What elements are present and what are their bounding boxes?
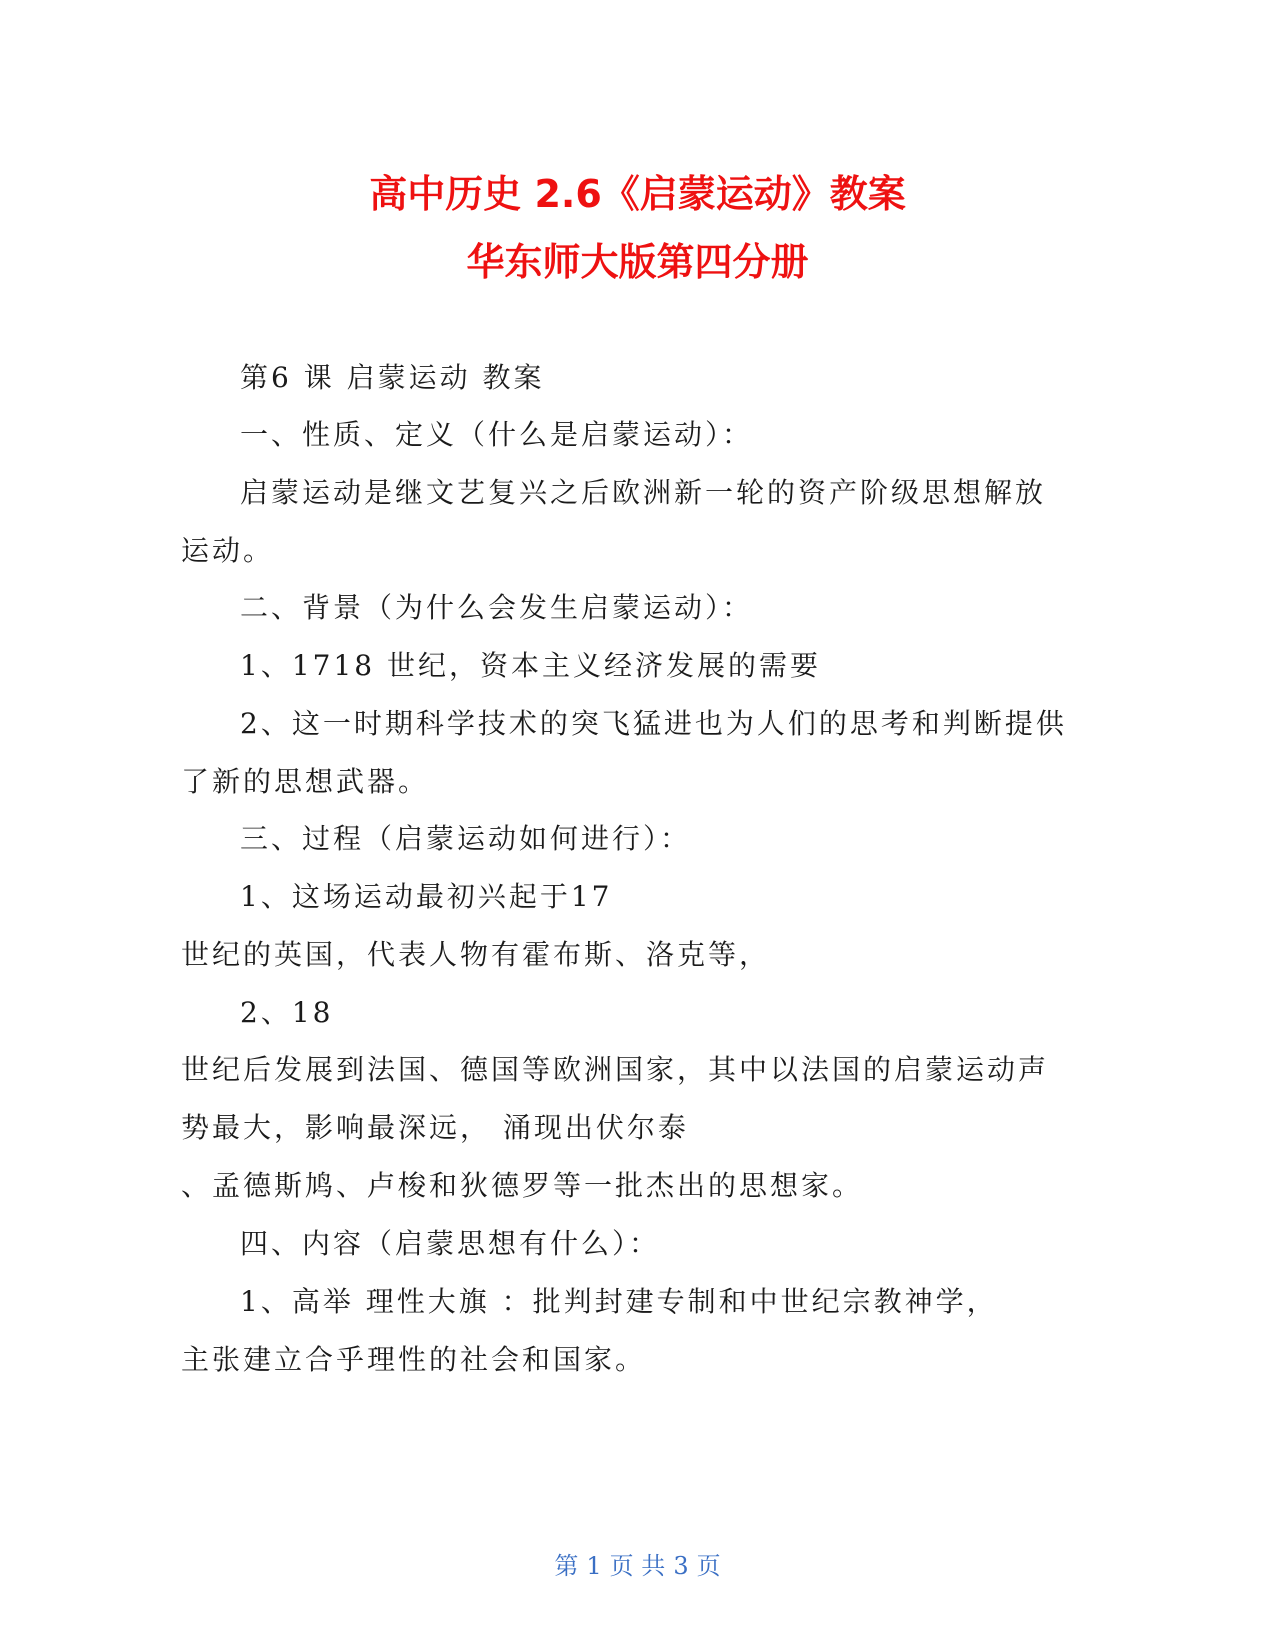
page-prefix: 第 (554, 1552, 579, 1580)
paragraph-line: 势最大，影响最深远， 涌现出伏尔泰 (181, 1111, 689, 1144)
page-number: 1 (586, 1552, 602, 1580)
list-item: 2、18 (240, 996, 334, 1029)
paragraph-line: 了新的思想武器。 (181, 765, 430, 798)
page-suffix: 页 (696, 1552, 721, 1580)
page-mid: 页 共 (609, 1552, 666, 1580)
list-item: 1、这场运动最初兴起于17 (240, 880, 613, 913)
list-item: 1、高举 理性大旗 ：批判封建专制和中世纪宗教神学， (240, 1285, 998, 1318)
paragraph-line: 世纪的英国，代表人物有霍布斯、洛克等， (181, 938, 771, 971)
lesson-heading: 第6 课 启蒙运动 教案 (240, 361, 545, 394)
section-heading-3: 三、过程（启蒙运动如何进行）： (240, 822, 692, 855)
paragraph-line: 启蒙运动是继文艺复兴之后欧洲新一轮的资产阶级思想解放 (240, 476, 1047, 509)
paragraph-line: 运动。 (181, 534, 275, 567)
document-subtitle: 华东师大版第四分册 (466, 240, 809, 284)
page-footer (0, 1546, 1275, 1581)
list-item: 1、1718 世纪，资本主义经济发展的需要 (240, 649, 821, 682)
section-heading-4: 四、内容（启蒙思想有什么）： (240, 1227, 661, 1260)
document-title: 高中历史 2.6《启蒙运动》教案 (369, 172, 906, 216)
section-heading-1: 一、性质、定义（什么是启蒙运动）： (240, 418, 754, 451)
paragraph-line: 、孟德斯鸠、卢梭和狄德罗等一批杰出的思想家。 (181, 1169, 864, 1202)
list-item: 2、这一时期科学技术的突飞猛进也为人们的思考和判断提供 (240, 707, 1067, 740)
page-total: 3 (673, 1552, 689, 1580)
section-heading-2: 二、背景（为什么会发生启蒙运动）： (240, 591, 754, 624)
paragraph-line: 世纪后发展到法国、德国等欧洲国家，其中以法国的启蒙运动声 (181, 1053, 1050, 1086)
paragraph-line: 主张建立合乎理性的社会和国家。 (181, 1343, 647, 1376)
